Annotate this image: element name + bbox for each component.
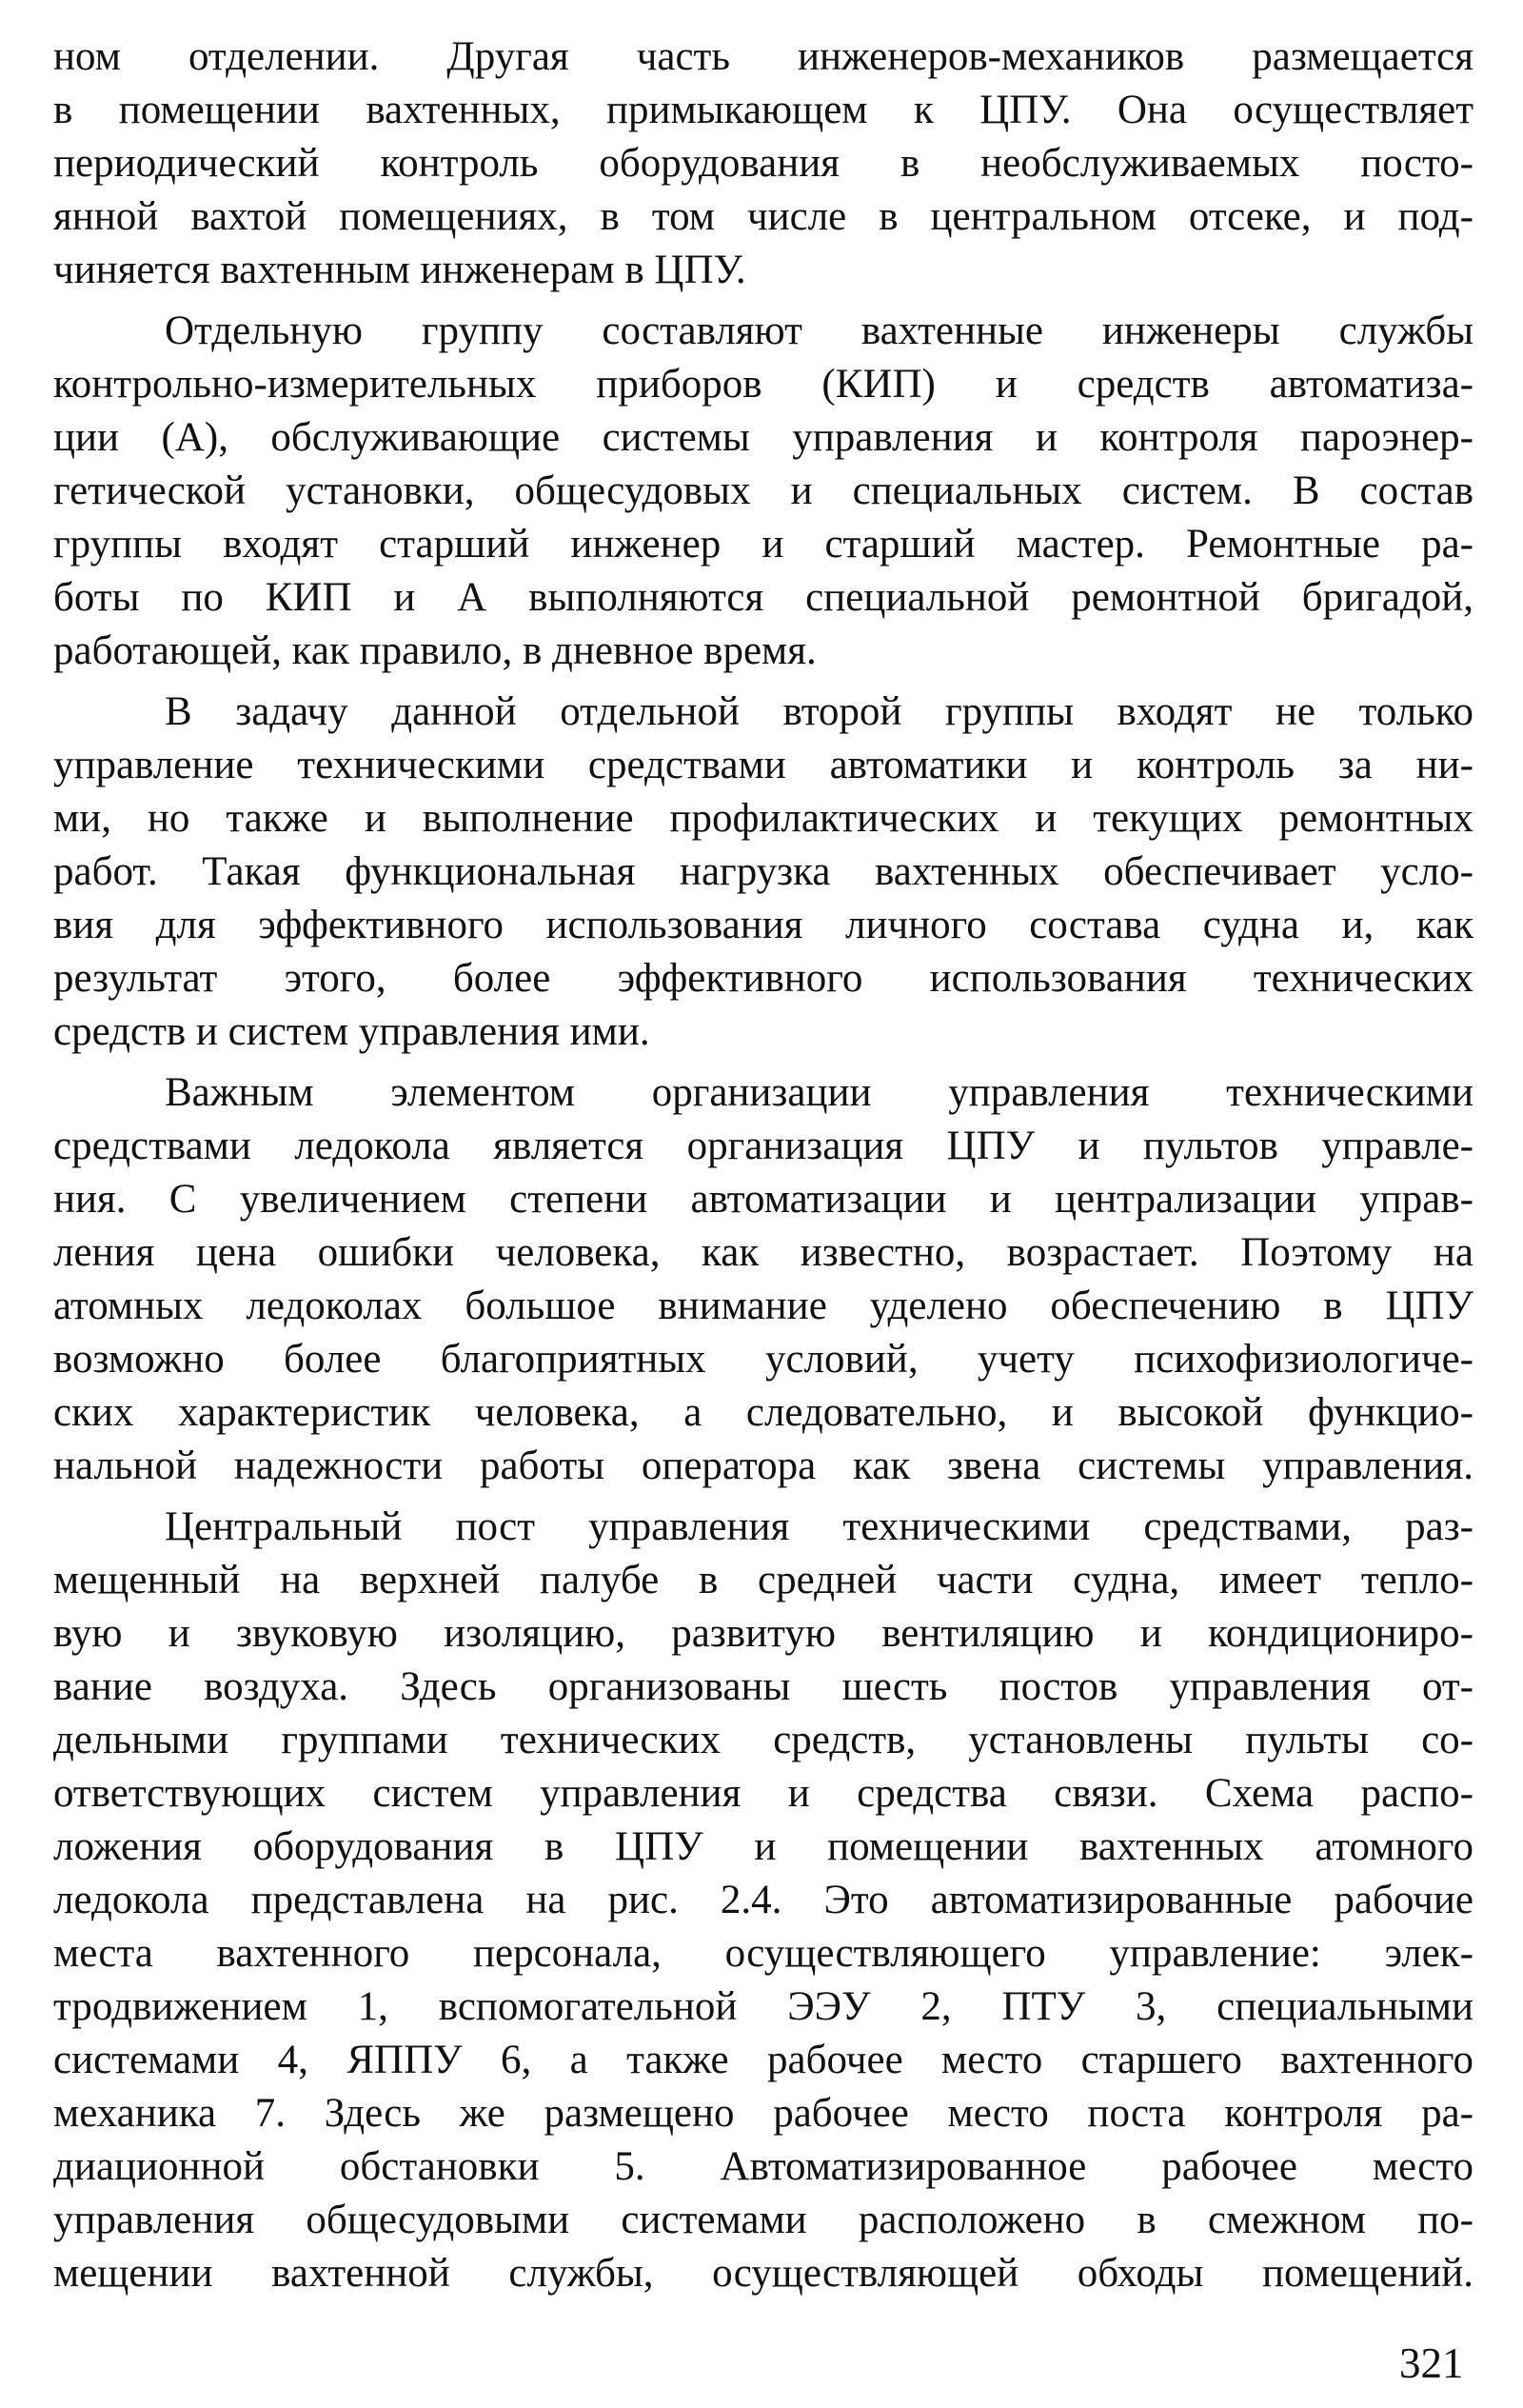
- page-body: [53, 30, 1474, 2308]
- text-line: дельными группами технических средств, установлены пульты со-: [53, 1718, 1474, 1762]
- text-line: тродвижением 1, вспомогательной ЭЭУ 2, ПТУ 3, специальными: [53, 1984, 1474, 2029]
- text-line: в помещении вахтенных, примыкающем к ЦПУ. Она осуществляет: [53, 88, 1474, 132]
- text-line: механика 7. Здесь же размещено рабочее место поста контроля ра-: [53, 2091, 1474, 2136]
- text-line: нальной надежности работы оператора как звена системы управления.: [53, 1443, 1474, 1488]
- text-line: ления цена ошибки человека, как известно, возрастает. Поэтому на: [53, 1230, 1474, 1275]
- text-line: ми, но также и выполнение профилактических и текущих ремонтных: [53, 796, 1474, 841]
- text-line: ном отделении. Другая часть инженеров-механиков размещается: [53, 34, 1474, 79]
- text-line: места вахтенного персонала, осуществляющего управление: элек-: [53, 1931, 1474, 1976]
- text-line: мещенный на верхней палубе в средней части судна, имеет тепло-: [53, 1558, 1474, 1602]
- text-line: Центральный пост управления техническими средствами, раз-: [165, 1504, 1474, 1549]
- text-line: ледокола представлена на рис. 2.4. Это автоматизированные рабочие: [53, 1878, 1474, 1922]
- page-number: 321: [1399, 2339, 1464, 2387]
- text-line: управления общесудовыми системами расположено в смежном по-: [53, 2198, 1474, 2242]
- paragraph: [53, 30, 1474, 297]
- text-line: системами 4, ЯППУ 6, а также рабочее место старшего вахтенного: [53, 2038, 1474, 2082]
- text-line: управление техническими средствами автоматики и контроль за ни-: [53, 743, 1474, 787]
- text-line: работ. Такая функциональная нагрузка вахтенных обеспечивает усло-: [53, 849, 1474, 894]
- text-line: средствами ледокола является организация ЦПУ и пультов управле-: [53, 1124, 1474, 1168]
- text-line: ответствующих систем управления и средства связи. Схема распо-: [53, 1771, 1474, 1816]
- paragraph: [53, 1066, 1474, 1493]
- text-line: Отдельную группу составляют вахтенные инженеры службы: [165, 308, 1474, 353]
- paragraph: [53, 686, 1474, 1059]
- text-line: атомных ледоколах большое внимание уделено обеспечению в ЦПУ: [53, 1284, 1474, 1328]
- text-line: ложения оборудования в ЦПУ и помещении вахтенных атомного: [53, 1824, 1474, 1869]
- text-line: периодический контроль оборудования в необслуживаемых посто-: [53, 141, 1474, 186]
- text-line: результат этого, более эффективного использования технических: [53, 956, 1474, 1001]
- text-line: ских характеристик человека, а следовательно, и высокой функцио-: [53, 1390, 1474, 1435]
- text-line: чиняется вахтенным инженерам в ЦПУ.: [53, 248, 746, 292]
- text-line: вую и звуковую изоляцию, развитую вентиляцию и кондициониро-: [53, 1611, 1474, 1656]
- text-line: Важным элементом организации управления техническими: [165, 1070, 1474, 1115]
- text-line: янной вахтой помещениях, в том числе в центральном отсеке, и под-: [53, 194, 1474, 239]
- text-line: В задачу данной отдельной второй группы входят не только: [165, 689, 1474, 734]
- paragraph: [53, 305, 1474, 678]
- text-line: средств и систем управления ими.: [53, 1009, 650, 1054]
- text-line: вия для эффективного использования личного состава судна и, как: [53, 903, 1474, 947]
- text-line: ния. С увеличением степени автоматизации и централизации управ-: [53, 1177, 1474, 1222]
- text-line: возможно более благоприятных условий, учету психофизиологиче-: [53, 1337, 1474, 1382]
- text-line: группы входят старший инженер и старший мастер. Ремонтные ра-: [53, 522, 1474, 567]
- text-line: контрольно-измерительных приборов (КИП) и средств автоматиза-: [53, 362, 1474, 407]
- text-line: гетической установки, общесудовых и специальных систем. В состав: [53, 468, 1474, 513]
- text-line: вание воздуха. Здесь организованы шесть постов управления от-: [53, 1664, 1474, 1709]
- text-line: ции (А), обслуживающие системы управления и контроля пароэнер-: [53, 415, 1474, 460]
- text-line: работающей, как правило, в дневное время.: [53, 628, 817, 673]
- text-line: мещении вахтенной службы, осуществляющей обходы помещений.: [53, 2251, 1474, 2296]
- paragraph: [53, 1501, 1474, 2300]
- text-line: боты по КИП и А выполняются специальной ремонтной бригадой,: [53, 575, 1474, 620]
- text-line: диационной обстановки 5. Автоматизированное рабочее место: [53, 2144, 1474, 2189]
